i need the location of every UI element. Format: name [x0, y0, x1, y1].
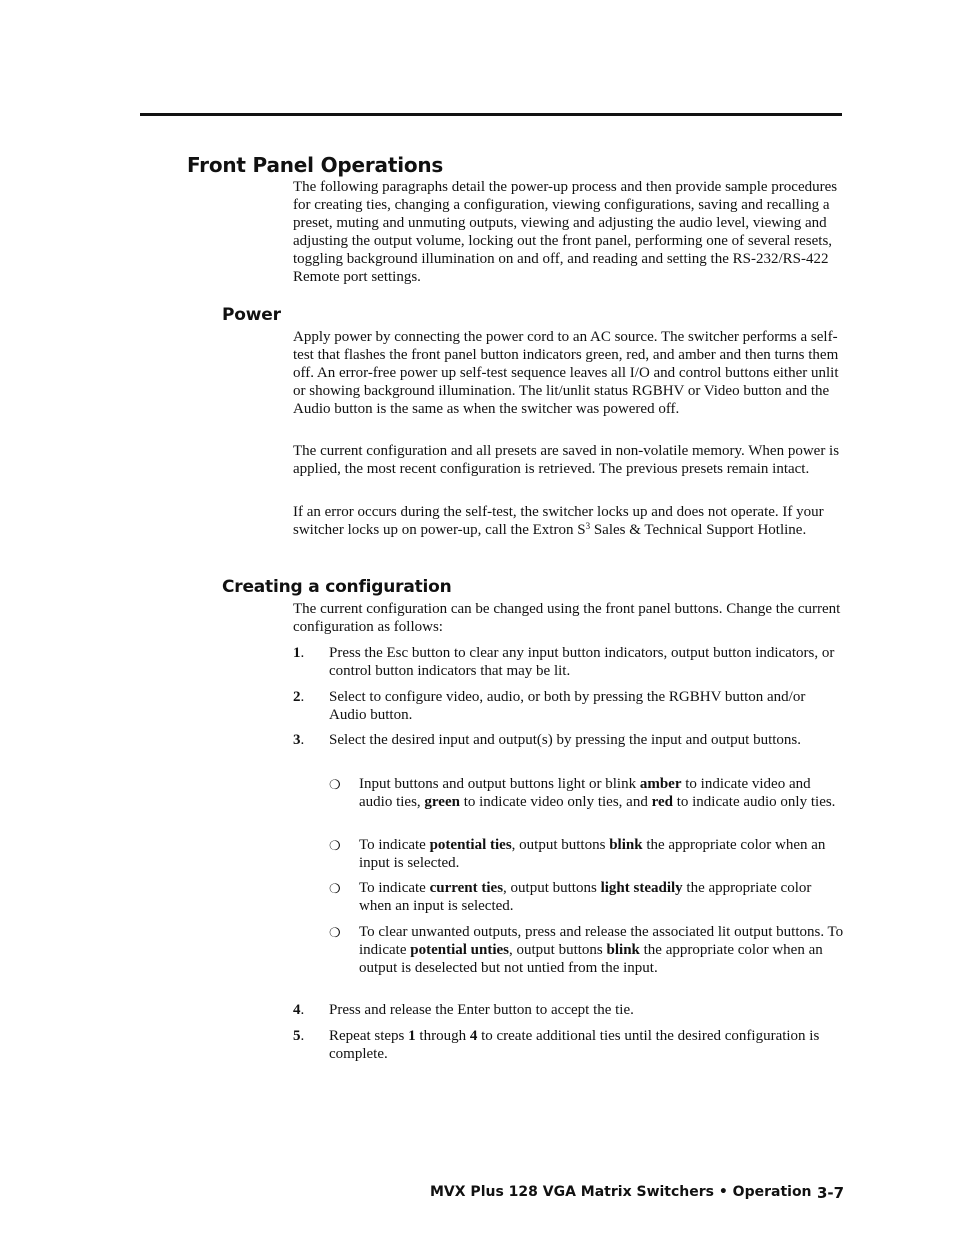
page-number: 3-7 [817, 1184, 845, 1202]
step-text: Press and release the Enter button to accept the tie. [329, 1002, 634, 1018]
step-number: 5. [293, 1028, 305, 1044]
bullet-4: ❍ To clear unwanted outputs, press and release the associated lit output buttons. To indicate potential unties, output buttons blink the appropriate color when an output is deselected but not untied from the input. [329, 924, 844, 976]
bullet-1: ❍ Input buttons and output buttons light or blink amber to indicate video and audio ties, green to indicate video only ties, and red to indicate audio only ties. [329, 776, 836, 810]
step-number: 2. [293, 689, 305, 705]
step-3 [293, 732, 845, 750]
power-heading: Power [222, 305, 281, 325]
bullet-3: ❍ To indicate current ties, output buttons light steadily the appropriate color when an input is selected. [329, 880, 812, 914]
step-number: 1. [293, 645, 305, 661]
step-number: 4. [293, 1002, 305, 1018]
step-1 [293, 645, 845, 681]
footer-title: MVX Plus 128 VGA Matrix Switchers • Operation [430, 1184, 812, 1200]
config-heading: Creating a configuration [222, 577, 452, 597]
step-5 [293, 1028, 845, 1064]
bullet-circle-icon: ❍ [329, 777, 341, 792]
power-paragraph-1: Apply power by connecting the power cord to an AC source. The switcher performs a self-test that flashes the front panel button indicators green, red, and amber and then turns them off. An error-free power up self-test sequence leaves all I/O and control buttons either unlit or showing background illumination. The lit/unlit status RGBHV or Video button and the Audio button is the same as when the switcher was powered off. [293, 329, 839, 417]
step-2 [293, 689, 845, 725]
power-paragraph-2: The current configuration and all presets are saved in non-volatile memory. When power is applied, the most recent configuration is retrieved. The previous presets remain intact. [293, 443, 840, 477]
bullet-circle-icon: ❍ [329, 925, 341, 940]
step-text: Press the Esc button to clear any input button indicators, output button indicators, or control button indicators that may be lit. [329, 645, 835, 679]
step-number: 3. [293, 732, 305, 748]
step-text: Repeat steps 1 through 4 to create additional ties until the desired configuration is complete. [329, 1028, 820, 1062]
step-text: Select to configure video, audio, or both by pressing the RGBHV button and/or Audio button. [329, 689, 806, 723]
step-4 [293, 1002, 845, 1020]
section-title: Front Panel Operations [187, 153, 444, 177]
step-text: Select the desired input and output(s) by pressing the input and output buttons. [329, 732, 802, 748]
intro-paragraph: The following paragraphs detail the power-up process and then provide sample procedures for creating ties, changing a configuration, viewing configurations, saving and recalling a preset, muting and unmuting outputs, viewing and adjusting the audio level, viewing and adjusting the output volume, locking out the front panel, performing one of several resets, toggling background illumination on and off, and reading and setting the RS-232/RS-422 Remote port settings. [293, 179, 838, 285]
bullet-circle-icon: ❍ [329, 838, 341, 853]
header-rule [140, 113, 842, 116]
bullet-2: ❍ To indicate potential ties, output buttons blink the appropriate color when an input is selected. [329, 837, 826, 871]
bullet-circle-icon: ❍ [329, 881, 341, 896]
config-intro: The current configuration can be changed using the front panel buttons. Change the current configuration as follows: [293, 601, 841, 635]
power-paragraph-3: If an error occurs during the self-test, the switcher locks up and does not operate. If your switcher locks up on power-up, call the Extron $S^3$ Sales & Technical Support Hotline. [293, 504, 824, 538]
